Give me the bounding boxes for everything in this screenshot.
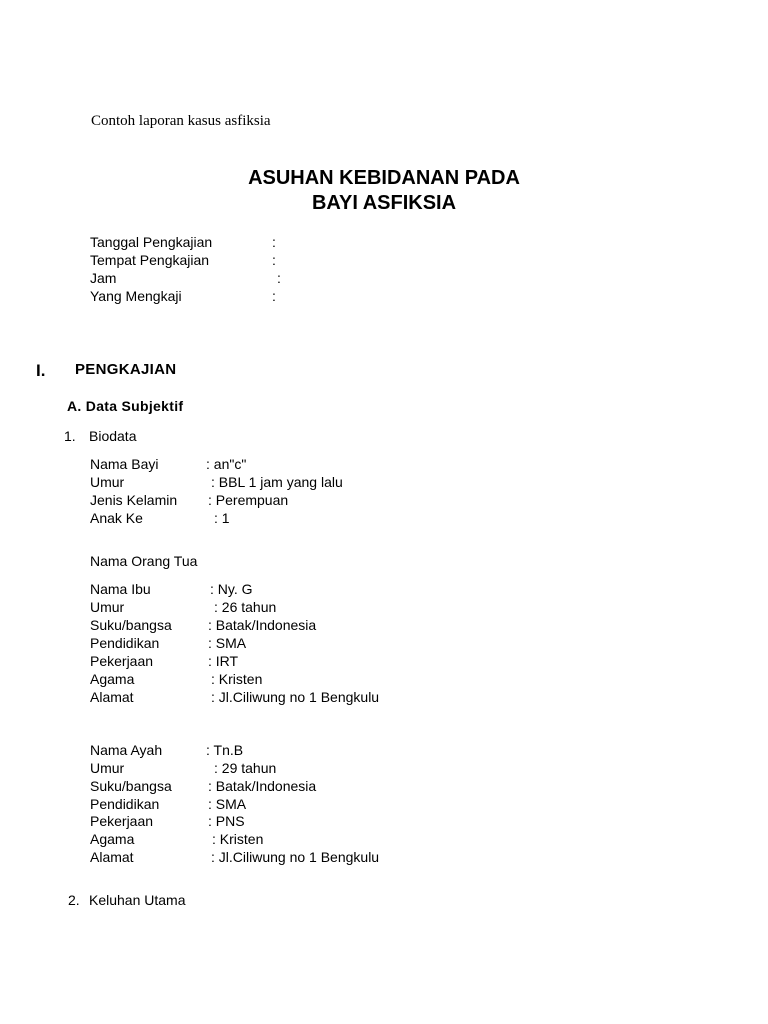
field-value: : Batak/Indonesia	[208, 617, 317, 633]
field-label: Alamat	[90, 689, 134, 705]
field-value: : 26 tahun	[214, 599, 277, 615]
field-value: : IRT	[208, 653, 239, 669]
field-label: Umur	[90, 599, 125, 615]
field-label: Nama Ibu	[90, 581, 151, 597]
document-title-line-2: BAYI ASFIKSIA	[311, 192, 457, 214]
item-1-number: 1.	[64, 428, 76, 444]
field-label: Pendidikan	[90, 796, 160, 812]
field-label: Umur	[90, 760, 125, 776]
field-value: : Perempuan	[208, 492, 289, 508]
field-label: Jenis Kelamin	[90, 492, 178, 508]
section-number: I.	[36, 361, 46, 380]
mother-row	[90, 688, 430, 706]
field-value: : an"c"	[206, 456, 247, 472]
mother-row	[90, 634, 430, 652]
baby-row	[90, 491, 410, 509]
field-value: : Batak/Indonesia	[208, 778, 317, 794]
baby-row	[90, 473, 410, 491]
section-title: PENGKAJIAN	[75, 361, 177, 378]
info-label: Tanggal Pengkajian	[90, 234, 213, 250]
field-value: : 1	[214, 510, 230, 526]
item-2-label: Keluhan Utama	[89, 892, 186, 908]
mother-row	[90, 580, 430, 598]
field-value: : Jl.Ciliwung no 1 Bengkulu	[211, 689, 380, 705]
info-label: Tempat Pengkajian	[90, 252, 210, 268]
father-row	[90, 759, 430, 777]
mother-row	[90, 598, 430, 616]
info-separator: :	[272, 252, 276, 268]
field-label: Nama Bayi	[90, 456, 159, 472]
info-label: Jam	[90, 270, 117, 286]
field-value: : SMA	[208, 635, 247, 651]
mother-row	[90, 652, 430, 670]
document-title-line-1: ASUHAN KEBIDANAN PADA	[248, 167, 520, 189]
field-value: : BBL 1 jam yang lalu	[211, 474, 343, 490]
info-separator: :	[272, 234, 276, 250]
father-row	[90, 777, 430, 795]
field-value: : Tn.B	[206, 742, 244, 758]
info-row-yang-mengkaji	[90, 287, 390, 305]
field-value: : 29 tahun	[214, 760, 277, 776]
field-label: Pekerjaan	[90, 813, 154, 829]
info-separator: :	[277, 270, 281, 286]
info-row-tempat	[90, 251, 390, 269]
field-value: : Jl.Ciliwung no 1 Bengkulu	[211, 849, 380, 865]
field-label: Alamat	[90, 849, 134, 865]
subsection-title: A. Data Subjektif	[67, 398, 184, 414]
parents-heading: Nama Orang Tua	[90, 553, 198, 569]
field-label: Suku/bangsa	[90, 778, 172, 794]
field-label: Suku/bangsa	[90, 617, 172, 633]
father-row	[90, 795, 430, 813]
mother-row	[90, 670, 430, 688]
field-value: : Kristen	[212, 831, 264, 847]
info-separator: :	[272, 288, 276, 304]
field-value: : Kristen	[211, 671, 263, 687]
field-value: : Ny. G	[210, 581, 253, 597]
baby-row	[90, 455, 410, 473]
field-label: Agama	[90, 671, 135, 687]
field-label: Umur	[90, 474, 125, 490]
info-row-jam	[90, 269, 390, 287]
field-label: Anak Ke	[90, 510, 143, 526]
field-label: Agama	[90, 831, 135, 847]
field-label: Pendidikan	[90, 635, 160, 651]
item-2-number: 2.	[68, 892, 80, 908]
baby-row	[90, 509, 410, 527]
field-label: Nama Ayah	[90, 742, 163, 758]
intro-text: Contoh laporan kasus asfiksia	[91, 113, 271, 129]
item-1-label: Biodata	[89, 428, 137, 444]
father-row	[90, 848, 430, 866]
mother-row	[90, 616, 430, 634]
father-row	[90, 830, 430, 848]
field-value: : SMA	[208, 796, 247, 812]
father-row	[90, 812, 430, 830]
father-row	[90, 741, 430, 759]
info-row-tanggal	[90, 233, 390, 251]
field-value: : PNS	[208, 813, 245, 829]
info-label: Yang Mengkaji	[90, 288, 182, 304]
field-label: Pekerjaan	[90, 653, 154, 669]
